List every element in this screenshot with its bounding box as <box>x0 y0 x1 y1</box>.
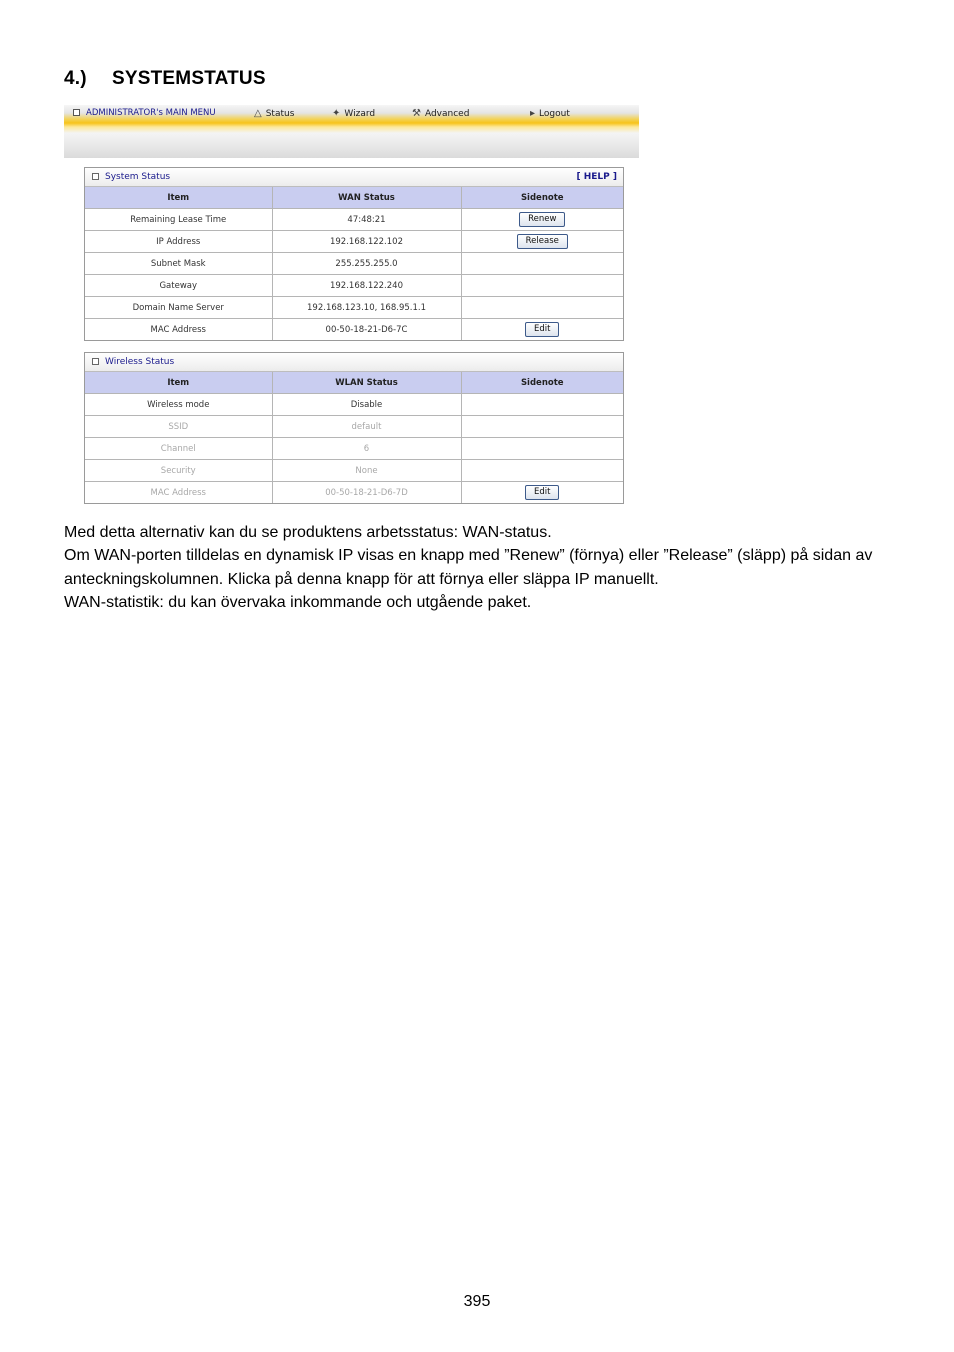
row-item: Gateway <box>85 275 272 297</box>
row-value: 192.168.122.240 <box>272 275 461 297</box>
column-header: Sidenote <box>461 187 623 209</box>
edit-mac-button[interactable]: Edit <box>525 322 559 337</box>
row-item: SSID <box>85 416 272 438</box>
row-value: 00-50-18-21-D6-7C <box>272 319 461 341</box>
row-value: 255.255.255.0 <box>272 253 461 275</box>
table-row <box>85 460 623 482</box>
row-item: Subnet Mask <box>85 253 272 275</box>
row-sidenote <box>461 231 623 253</box>
column-header: Item <box>85 187 272 209</box>
main-menu-bar <box>64 105 639 158</box>
paragraph: WAN-statistik: du kan övervaka inkommande och utgående paket. <box>64 593 532 611</box>
row-sidenote <box>461 416 623 438</box>
row-sidenote <box>461 209 623 231</box>
row-item: MAC Address <box>85 319 272 341</box>
row-item: Domain Name Server <box>85 297 272 319</box>
table-row <box>85 253 623 275</box>
menu-status[interactable]: △ Status <box>254 108 295 119</box>
row-value: 192.168.123.10, 168.95.1.1 <box>272 297 461 319</box>
row-value: Disable <box>272 394 461 416</box>
system-status-table <box>85 187 623 340</box>
panel-square-icon <box>92 358 99 365</box>
wizard-icon: ✦ <box>332 108 341 119</box>
help-link[interactable]: [ HELP ] <box>576 172 617 182</box>
table-row <box>85 482 623 504</box>
table-row <box>85 209 623 231</box>
row-sidenote <box>461 297 623 319</box>
table-row <box>85 297 623 319</box>
table-row <box>85 438 623 460</box>
row-sidenote <box>461 253 623 275</box>
row-value: default <box>272 416 461 438</box>
row-item: Remaining Lease Time <box>85 209 272 231</box>
wireless-status-title: Wireless Status <box>105 357 175 367</box>
row-sidenote <box>461 394 623 416</box>
admin-menu-label: ADMINISTRATOR's MAIN MENU <box>73 108 216 118</box>
tools-icon: ⚒ <box>412 108 421 119</box>
menu-wizard[interactable]: ✦ Wizard <box>332 108 376 119</box>
system-status-panel <box>84 167 624 341</box>
router-ui-screenshot <box>64 105 639 510</box>
table-header-row <box>85 187 623 209</box>
wireless-status-title-bar <box>85 353 623 372</box>
row-value: 6 <box>272 438 461 460</box>
row-sidenote <box>461 275 623 297</box>
renew-button[interactable]: Renew <box>519 212 565 227</box>
section-heading <box>64 68 266 90</box>
section-number: 4.) <box>64 68 87 89</box>
release-button[interactable]: Release <box>517 234 568 249</box>
table-row <box>85 394 623 416</box>
table-row <box>85 231 623 253</box>
paragraph: Om WAN-porten tilldelas en dynamisk IP visas en knapp med ”Renew” (förnya) eller ”Release” (släpp) på sidan av anteckningskolumnen. Klicka på denna knapp för att förnya eller släppa IP manuellt. <box>64 547 873 588</box>
row-value: 192.168.122.102 <box>272 231 461 253</box>
system-status-title: System Status <box>105 172 171 182</box>
menu-logout[interactable]: ▸ Logout <box>530 108 570 119</box>
table-row <box>85 319 623 341</box>
wireless-status-table <box>85 372 623 503</box>
panel-square-icon <box>92 173 99 180</box>
page-number: 395 <box>463 1293 491 1310</box>
system-status-title-bar <box>85 168 623 187</box>
menu-square-icon <box>73 109 80 116</box>
menu-advanced[interactable]: ⚒ Advanced <box>412 108 470 119</box>
row-sidenote <box>461 460 623 482</box>
arrow-right-icon: ▸ <box>530 108 536 119</box>
row-item: IP Address <box>85 231 272 253</box>
paragraph: Med detta alternativ kan du se produktens arbetsstatus: WAN-status. <box>64 524 552 541</box>
row-value: 00-50-18-21-D6-7D <box>272 482 461 504</box>
row-sidenote <box>461 482 623 504</box>
column-header: WLAN Status <box>272 372 461 394</box>
table-header-row <box>85 372 623 394</box>
section-title: SYSTEMSTATUS <box>112 68 266 89</box>
wireless-status-panel <box>84 352 624 504</box>
row-item: Channel <box>85 438 272 460</box>
row-value: None <box>272 460 461 482</box>
table-row <box>85 416 623 438</box>
column-header: Sidenote <box>461 372 623 394</box>
row-value: 47:48:21 <box>272 209 461 231</box>
row-sidenote <box>461 319 623 341</box>
description-text <box>64 521 914 614</box>
table-row <box>85 275 623 297</box>
row-item: MAC Address <box>85 482 272 504</box>
status-icon: △ <box>254 108 262 119</box>
edit-wlan-mac-button[interactable]: Edit <box>525 485 559 500</box>
column-header: WAN Status <box>272 187 461 209</box>
row-item: Wireless mode <box>85 394 272 416</box>
column-header: Item <box>85 372 272 394</box>
row-item: Security <box>85 460 272 482</box>
row-sidenote <box>461 438 623 460</box>
